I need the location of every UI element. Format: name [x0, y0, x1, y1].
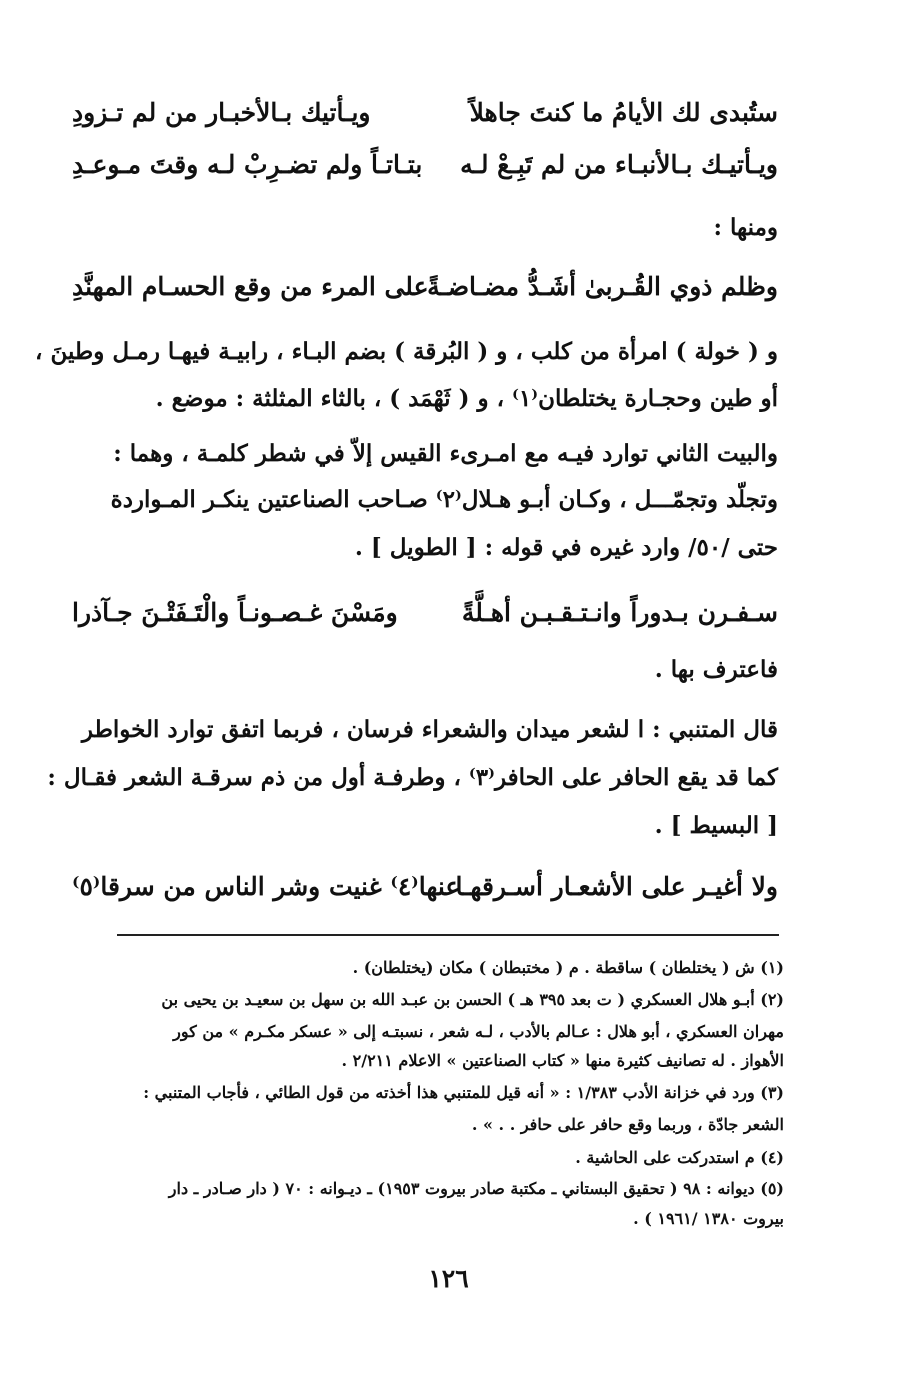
verse-second-hemistich: على المرء من وقع الحسـام المهنَّدِ	[72, 272, 429, 301]
footnote: (٥) ديوانه : ٩٨ ( تحقيق البستاني ـ مكتبة صادر بيروت ١٩٥٣) ـ ديـوانه : ٧٠ ( دار صـادر ـ دار	[168, 1179, 784, 1198]
poem-verse	[72, 872, 778, 916]
paragraph-line: وتجلّد وتجمّـــل ، وكـان أبـو هـلال⁽٢⁾ صـاحب الصناعتين ينكـر المـواردة	[110, 486, 778, 513]
section-label: ومنها :	[713, 214, 778, 241]
footnote: (٤) م استدركت على الحاشية .	[575, 1148, 784, 1167]
paragraph-line: قال المتنبي : ا لشعر ميدان والشعراء فرسان ، فربما اتفق توارد الخواطر	[81, 716, 778, 743]
verse-first-hemistich: وظلم ذوي القُـربىٰ أشَـدُّ مضـاضـةً	[427, 272, 778, 301]
paragraph-line: فاعترف بها .	[654, 656, 778, 683]
poem-verse	[72, 150, 778, 194]
verse-second-hemistich: عنها⁽٤⁾ غنيت وشر الناس من سرقا⁽٥⁾	[72, 872, 461, 901]
poem-verse	[72, 598, 778, 642]
footnote: بيروت ١٣٨٠ /١٩٦١ ) .	[633, 1209, 784, 1228]
paragraph-line: [ البسيط ] .	[654, 812, 778, 839]
footnote: (٢) أبـو هلال العسكري ( ت بعد ٣٩٥ هـ ) الحسن بن عبـد الله بن سهل بن سعيـد بن يحيى بن	[161, 990, 784, 1009]
paragraph-line: و ( خولة ) امرأة من كلب ، و ( البُرقة ) بضم البـاء ، رابيـة فيهـا رمـل وطينَ ،	[35, 338, 778, 365]
footnote: مهران العسكري ، أبو هلال : عـالم بالأدب ، لـه شعر ، نسبتـه إلى « عسكر مكـرم » من كور	[173, 1022, 784, 1041]
page-number: ١٢٦	[428, 1264, 469, 1293]
verse-first-hemistich: سـفـرن بـدوراً وانـتـقـبـن أهـلَّةً	[461, 598, 778, 627]
verse-first-hemistich: ولا أغيـر على الأشعـار أسـرقهـا	[455, 872, 778, 901]
verse-first-hemistich: ستُبدى لك الأيامُ ما كنتَ جاهلاً	[469, 98, 778, 127]
poem-verse	[72, 98, 778, 142]
verse-first-hemistich: ويـأتيـك بـالأنبـاء من لم تَبِـعْ لـه	[460, 150, 778, 179]
paragraph-line: حتى /٥٠/ وارد غيره في قوله : [ الطويل ] .	[354, 534, 778, 561]
poem-verse	[72, 272, 778, 316]
footnote-divider	[117, 934, 779, 936]
verse-second-hemistich: ويـأتيك بـالأخبـار من لم تـزودِ	[72, 98, 371, 127]
footnote: الأهواز . له تصانيف كثيرة منها « كتاب الصناعتين » الاعلام ٢/٢١١ .	[341, 1051, 784, 1070]
footnote: (١) ش ( يختلطان ) ساقطة . م ( مختبطان ) مكان (يختلطان) .	[352, 958, 784, 977]
paragraph-line: والبيت الثاني توارد فيـه مع امـرىء القيس إلاّ في شطر كلمـة ، وهما :	[113, 440, 778, 467]
verse-second-hemistich: ومَسْنَ غـصـونـاً والْتَـفَتْـنَ جـآذرا	[72, 598, 398, 627]
verse-second-hemistich: بتـاتـاً ولم تضـرِبْ لـه وقتَ مـوعـدِ	[72, 150, 423, 179]
paragraph-line: أو طين وحجـارة يختلطان⁽١⁾ ، و ( ثَهْمَد ) ، بالثاء المثلثة : موضع .	[155, 385, 778, 412]
footnote: (٣) ورد في خزانة الأدب ١/٣٨٣ : « أنه قيل للمتنبي هذا أخذته من قول الطائي ، فأجاب المتنبي :	[143, 1083, 784, 1102]
footnote: الشعر جادّة ، وربما وقع حافر على حافر . . » .	[471, 1115, 784, 1134]
paragraph-line: كما قد يقع الحافر على الحافر⁽٣⁾ ، وطرفـة أول من ذم سرقـة الشعر فقـال :	[47, 764, 778, 791]
